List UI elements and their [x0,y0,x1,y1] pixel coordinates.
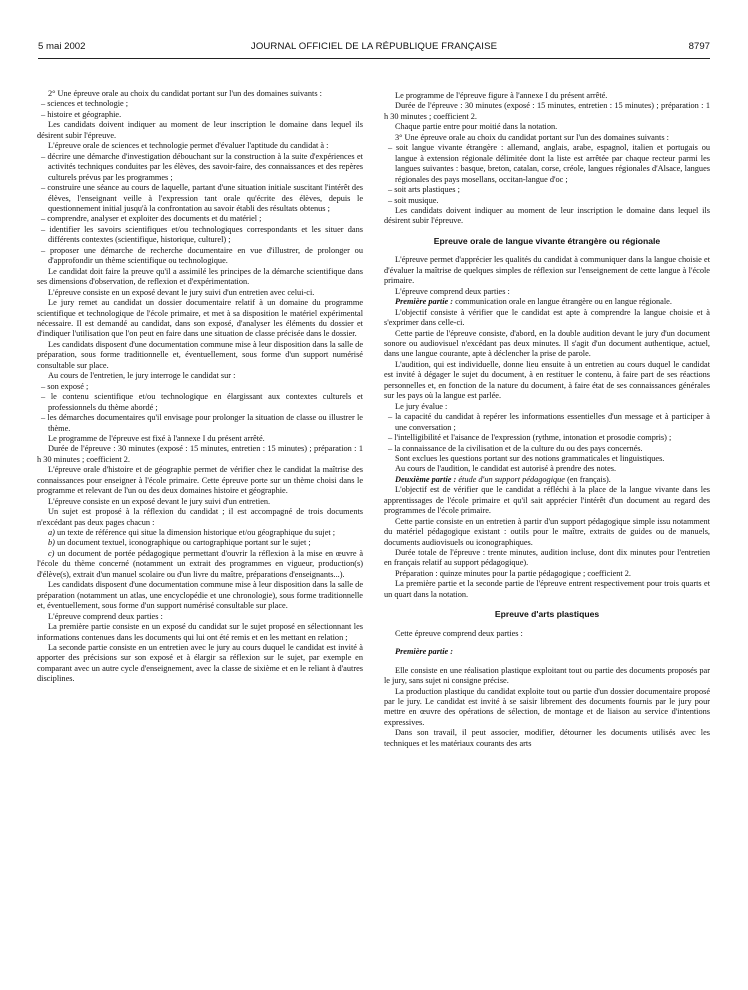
section-heading: Epreuve orale de langue vivante étrangère ou régionale [433,235,661,246]
paragraph: Durée de l'épreuve : 30 minutes (exposé : 15 minutes, entretien : 15 minutes) ; préparation : 1 h 30 minutes ; coefficient 2. [384,101,710,121]
paragraph: L'épreuve consiste en un exposé devant le jury suivi d'un entretien avec celui-ci. [48,287,315,297]
part-text: communication orale en langue étrangère ou en langue régionale. [453,297,672,307]
paragraph: Chaque partie entre pour moitié dans la notation. [395,122,558,132]
paragraph: Cette épreuve comprend deux parties : [395,628,523,638]
item-letter: c) [48,548,55,558]
list-item: – la capacité du candidat à repérer les informations essentielles d'un message et à participer à une conversation ; [384,412,710,433]
paragraph: Les candidats disposent d'une documentation commune mise à leur disposition dans la salle de préparation (notamment un atlas, une encyclopédie et une chronologie), sous forme traditionnelle et, éventuellement, sous forme d'un support numérisé consultable sur place. [37,580,363,611]
paragraph: Cette partie consiste en un entretien à partir d'un support pédagogique simple issu notamment du matériel pédagogique existant : outils pour le maître, extraits de guides ou de manuels, documents audiovisuels ou iconographiques. [384,516,710,547]
list-item: – soit langue vivante étrangère : allemand, anglais, arabe, espagnol, italien et portugais ou langue à extension régionale délimitée dont la liste est arrêtée par chaque recteur parmi les langues suivantes : basque, breton, catalan, corse, créole, langues régionales d'Alsace, langues régionales des pays mosellans, occitan-langue d'oc ; [384,143,710,185]
header-date: 5 mai 2002 [38,41,86,52]
list-item: – les démarches documentaires qu'il envisage pour prolonger la situation de classe ou illustrer le thème. [37,413,363,434]
list-item: – soit arts plastiques ; [384,185,710,195]
header-page-number: 8797 [688,41,710,52]
paragraph: Les candidats doivent indiquer au moment de leur inscription le domaine dans lequel ils désirent subir l'épreuve. [384,205,710,226]
list-item: – son exposé ; [37,382,363,392]
part-text: (en français). [565,474,611,484]
paragraph: L'épreuve comprend deux parties : [48,611,163,621]
paragraph: 3° Une épreuve orale au choix du candidat portant sur l'un des domaines suivants : [395,132,669,142]
right-column [384,91,710,749]
part-label: Première partie : [395,297,454,307]
paragraph: 2° Une épreuve orale au choix du candidat portant sur l'un des domaines suivants : [48,89,322,98]
item-text: un document textuel, iconographique ou cartographique portant sur le sujet ; [54,538,311,548]
paragraph: Durée de l'épreuve : 30 minutes (exposé : 15 minutes, entretien : 15 minutes) ; préparation : 1 h 30 minutes ; coefficient 2. [37,444,363,464]
paragraph: Le programme de l'épreuve est fixé à l'annexe I du présent arrêté. [48,433,265,443]
paragraph: L'épreuve comprend deux parties : [395,286,510,296]
paragraph [384,297,710,307]
paragraph [384,475,710,485]
part-label: Première partie : [395,647,454,657]
paragraph: L'épreuve permet d'apprécier les qualités du candidat à communiquer dans la langue choisie et d'évaluer la maîtrise de quelques simples de réflexion sur l'enseignement de cette langue à l'école primaire. [384,255,710,286]
left-column [37,89,363,685]
list-item: – identifier les savoirs scientifiques et/ou technologiques correspondants et les situer dans différents contextes (scientifique, historique, culturel) ; [37,225,363,246]
part-label: Deuxième partie : [395,474,457,484]
paragraph: Au cours de l'audition, le candidat est autorisé à prendre des notes. [395,464,617,474]
list [37,382,363,434]
paragraph: Les candidats disposent d'une documentation commune mise à leur disposition dans la salle de préparation, sous forme traditionnelle et, éventuellement, sous forme d'un support numérisé consultable sur place. [37,339,363,370]
part-subject: étude d'un support pédagogique [456,474,565,484]
paragraph: L'épreuve orale de sciences et technologie permet d'évaluer l'aptitude du candidat à : [48,141,329,151]
item-letter: a) [48,528,55,538]
list [37,99,363,120]
paragraph: Sont exclues les questions portant sur des notions grammaticales et linguistiques. [395,453,665,463]
paragraph: Le jury remet au candidat un dossier documentaire relatif à un domaine du programme scientifique et technologique de l'école primaire, et met à sa disposition le matériel expérimental nécessaire. Il est demandé au candidat, dans son exposé, d'analyser les éléments du dossier et d'indiquer l'utilisation que l'on peut en faire dans une situation de classe précisée dans le dossier. [37,298,363,339]
paragraph: La première partie et la seconde partie de l'épreuve entrent respectivement pour trois quarts et un quart dans la notation. [384,579,710,599]
paragraph: Le programme de l'épreuve figure à l'annexe I du présent arrêté. [395,91,608,100]
list-item: – soit musique. [384,196,710,206]
list [384,143,710,206]
paragraph: Un sujet est proposé à la réflexion du candidat ; il est accompagné de trois documents n'excédant pas deux pages chacun : [37,507,363,527]
paragraph [384,647,710,657]
spacer [384,658,710,666]
list-item: – histoire et géographie. [37,110,363,120]
item-text: un document de portée pédagogique permettant d'ouvrir la réflexion à la mise en œuvre à l'école du thème concerné (notamment un extrait des programmes en vigueur, production(s) d'élève(s), extrait d'un manuel scolaire ou d'un livre du maître, préparations d'enseignants...). [37,548,363,579]
paragraph: Elle consiste en une réalisation plastique exploitant tout ou partie des documents proposés par le jury, sans sujet ni consigne précise. [384,665,710,686]
list-item: – décrire une démarche d'investigation débouchant sur la construction à la suite d'expériences et activités techniques conduites par les élèves, des savoir-faire, des connaissances et des repères culturels prévus par les programmes ; [37,152,363,183]
paragraph: Le candidat doit faire la preuve qu'il a assimilé les principes de la démarche scientifique dans ses dimensions d'observation, de reflexion et d'expérimentation. [37,266,363,287]
paragraph: L'épreuve consiste en un exposé devant le jury suivi d'un entretien. [48,496,271,506]
list-item: – construire une séance au cours de laquelle, partant d'une situation initiale suscitant l'intérêt des élèves, l'enseignant veille à l'expression tant orale qu'écrite des élèves, depuis le questionnement initial jusqu'à la confrontation au savoir établi des résultats obtenus ; [37,183,363,214]
paragraph: L'objectif consiste à vérifier que le candidat est apte à comprendre la langue choisie et à s'exprimer dans celle-ci. [384,307,710,328]
list [37,152,363,267]
paragraph: Les candidats doivent indiquer au moment de leur inscription le domaine dans lequel ils désirent subir l'épreuve. [37,120,363,140]
paragraph: Dans son travail, il peut associer, modifier, détourner les documents utilisés avec les techniques et les matériaux courants des arts [384,728,710,748]
list-item: – le contenu scientifique et/ou technologique en élargissant aux contextes culturels et professionnels du thème abordé ; [37,392,363,413]
paragraph: L'épreuve orale d'histoire et de géographie permet de vérifier chez le candidat la maîtrise des connaissances pour enseigner à l'école primaire. Cette épreuve porte sur un thème choisi dans le programme et relevant de l'un ou des deux domaines histoire et géographie. [37,465,363,496]
header-title: JOURNAL OFFICIEL DE LA RÉPUBLIQUE FRANÇAISE [250,41,498,52]
paragraph: L'objectif est de vérifier que le candidat a réfléchi à la place de la langue vivante dans les apprentissages de l'école primaire et qu'il sait apprécier l'intérêt d'un document au regard des programmes de l'école primaire. [384,485,710,516]
list-item: – proposer une démarche de recherche documentaire en vue d'illustrer, de prolonger ou d'approfondir un thème scientifique ou technologique. [37,246,363,267]
paragraph [37,538,363,548]
paragraph [37,528,363,538]
list-item: – sciences et technologie ; [37,99,363,109]
paragraph: L'audition, qui est individuelle, donne lieu ensuite à un entretien au cours duquel le candidat est invité à dégager le sujet du document, à en restituer le contenu, à faire part de ses réactions personnelles et, en fonction de la nature du document, à faire état de ses connaissances générales sur les pays où la langue est parlée. [384,359,710,401]
list-item: – comprendre, analyser et exploiter des documents et du matériel ; [37,214,363,224]
paragraph [37,549,363,580]
spacer [384,639,710,647]
list-item: – l'intelligibilité et l'aisance de l'expression (rythme, intonation et prosodie compris) ; [384,433,710,443]
paragraph: La production plastique du candidat exploite tout ou partie d'un dossier documentaire proposé par le jury. Le candidat est invité à se saisir librement des documents fournis par le jury pour mettre en œuvre des opérations de sélection, de montage et de liaison au service d'intentions expressives. [384,686,710,727]
page-header [38,41,710,57]
paragraph: La première partie consiste en un exposé du candidat sur le sujet proposé en sélectionnant les informations contenues dans les documents qui lui ont été remis et en les mettant en relation ; [37,622,363,642]
paragraph: Le jury évalue : [395,401,448,411]
paragraph: Au cours de l'entretien, le jury interroge le candidat sur : [48,371,236,381]
paragraph: La seconde partie consiste en un entretien avec le jury au cours duquel le candidat est invité à apporter des précisions sur son exposé et à élargir sa réflexion sur le sujet, par exemple en comparant avec un autre cycle d'enseignement, avec la classe de sixième et en le reliant à d'autres disciplines. [37,643,363,684]
section-heading: Epreuve d'arts plastiques [494,609,600,620]
item-text: un texte de référence qui situe la dimension historique et/ou géographique du sujet ; [54,528,336,538]
paragraph: Préparation : quinze minutes pour la partie pédagogique ; coefficient 2. [395,568,631,578]
paragraph: Cette partie de l'épreuve consiste, d'abord, en la double audition devant le jury d'un document sonore ou audiovisuel n'excédant pas deux minutes. Il s'agit d'un document authentique, actuel, dans une langue courante, apte à déclencher la prise de parole. [384,328,710,359]
paragraph: Durée totale de l'épreuve : trente minutes, audition incluse, dont dix minutes pour l'entretien en français relatif au support pédagogique). [384,548,710,568]
header-rule [38,58,710,59]
list-item: – la connaissance de la civilisation et de la culture du ou des pays concernés. [384,444,710,454]
list [384,412,710,454]
item-letter: b) [48,538,55,548]
